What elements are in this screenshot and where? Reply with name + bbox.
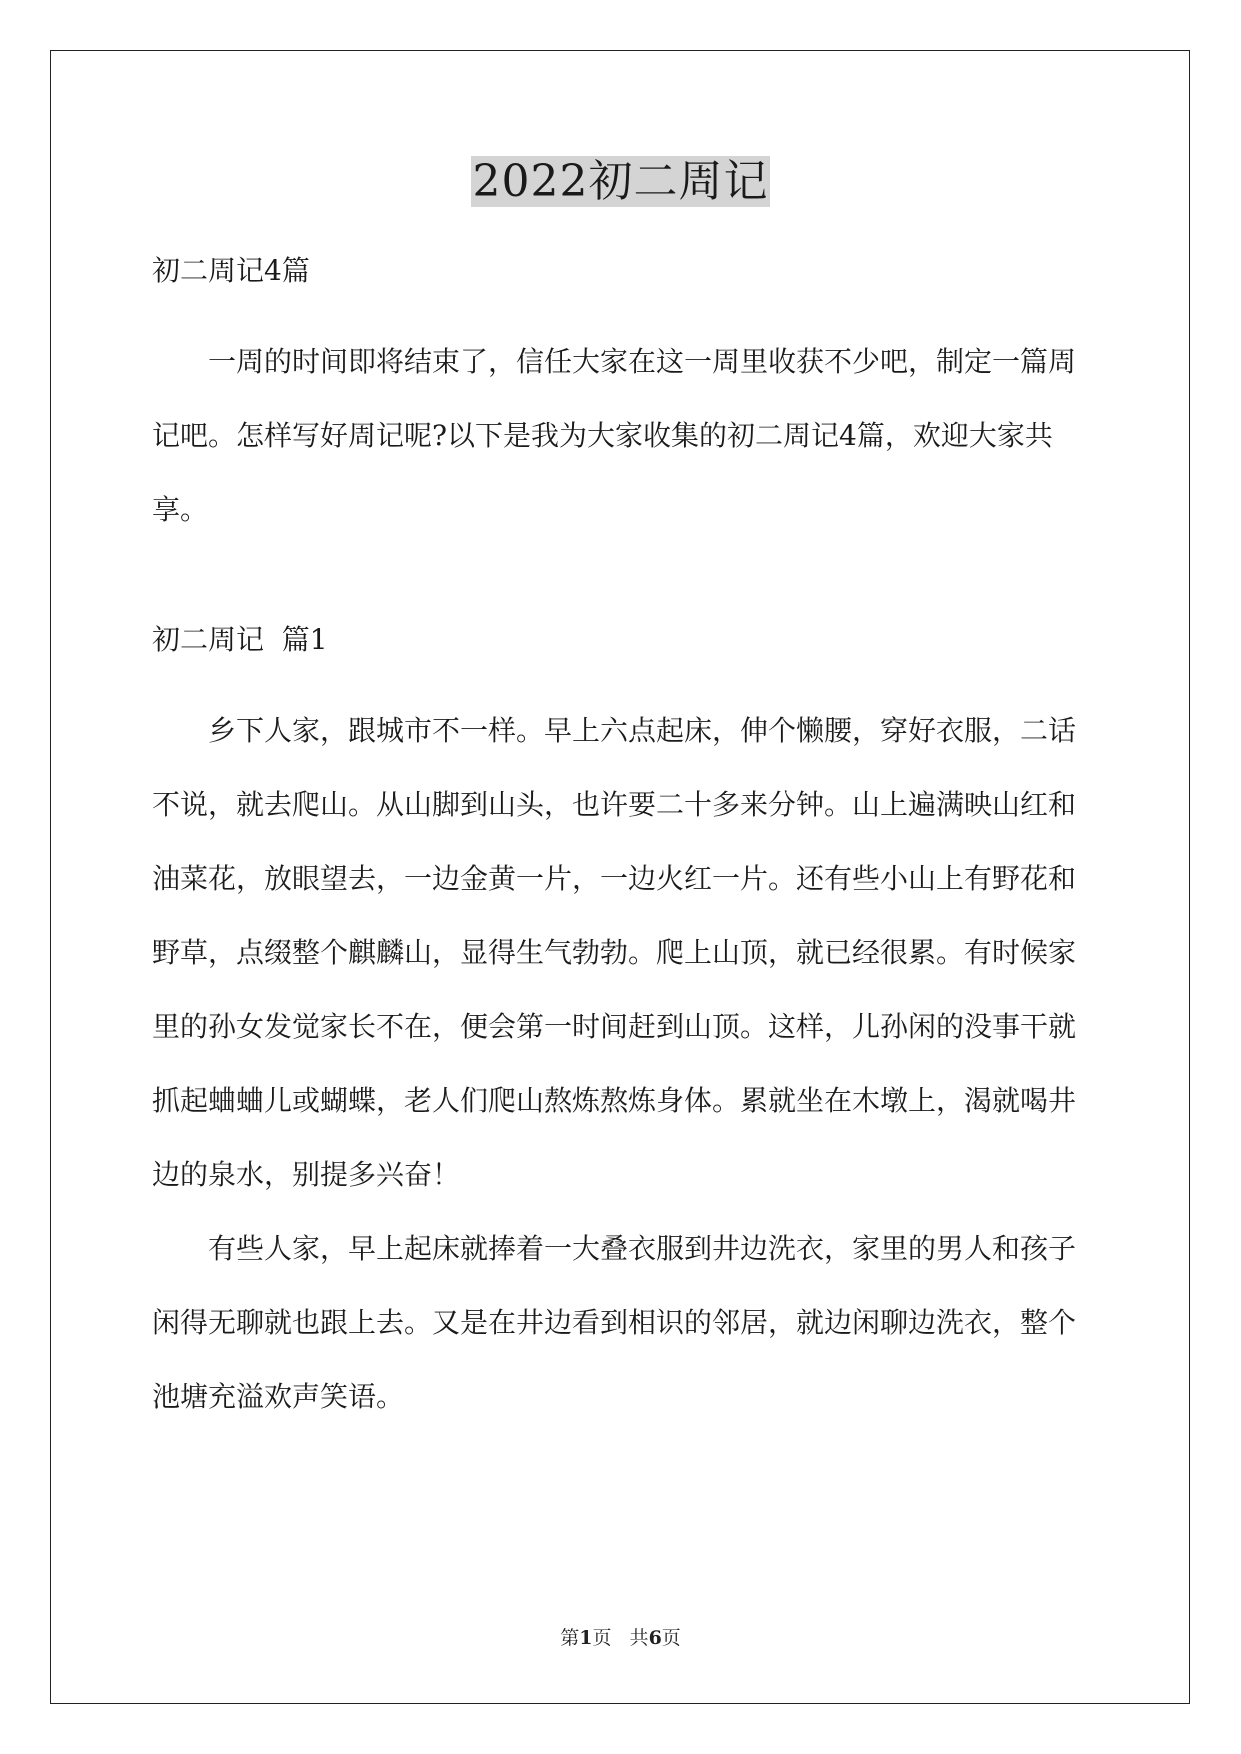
footer-middle: 页 共 — [592, 1627, 649, 1649]
footer-prefix: 第 — [560, 1627, 580, 1649]
footer-suffix: 页 — [661, 1627, 681, 1649]
page-footer — [0, 1625, 1241, 1651]
subtitle: 初二周记4篇 — [152, 254, 310, 287]
footer-total-pages: 6 — [648, 1627, 662, 1649]
section-heading: 初二周记 篇1 — [152, 623, 328, 656]
document-title-wrap — [0, 152, 1241, 212]
document-title: 2022初二周记 — [472, 156, 769, 207]
intro-paragraph: 一周的时间即将结束了，信任大家在这一周里收获不少吧，制定一篇周记吧。怎样写好周记呢?以下是我为大家收集的初二周记4篇，欢迎大家共享。 — [152, 345, 1077, 526]
body-paragraph-2: 有些人家，早上起床就捧着一大叠衣服到井边洗衣，家里的男人和孩子闲得无聊就也跟上去。又是在井边看到相识的邻居，就边闲聊边洗衣，整个池塘充溢欢声笑语。 — [152, 1232, 1077, 1413]
footer-page-number: 1 — [579, 1627, 593, 1649]
body-paragraph-1: 乡下人家，跟城市不一样。早上六点起床，伸个懒腰，穿好衣服，二话不说，就去爬山。从山脚到山头，也许要二十多来分钟。山上遍满映山红和油菜花，放眼望去，一边金黄一片，一边火红一片。还有些小山上有野花和野草，点缀整个麒麟山，显得生气勃勃。爬上山顶，就已经很累。有时候家里的孙女发觉家长不在，便会第一时间赶到山顶。这样，儿孙闲的没事干就抓起蛐蛐儿或蝴蝶，老人们爬山熬炼熬炼身体。累就坐在木墩上，渴就喝井边的泉水，别提多兴奋！ — [152, 714, 1077, 1191]
document-body — [152, 250, 1092, 1434]
